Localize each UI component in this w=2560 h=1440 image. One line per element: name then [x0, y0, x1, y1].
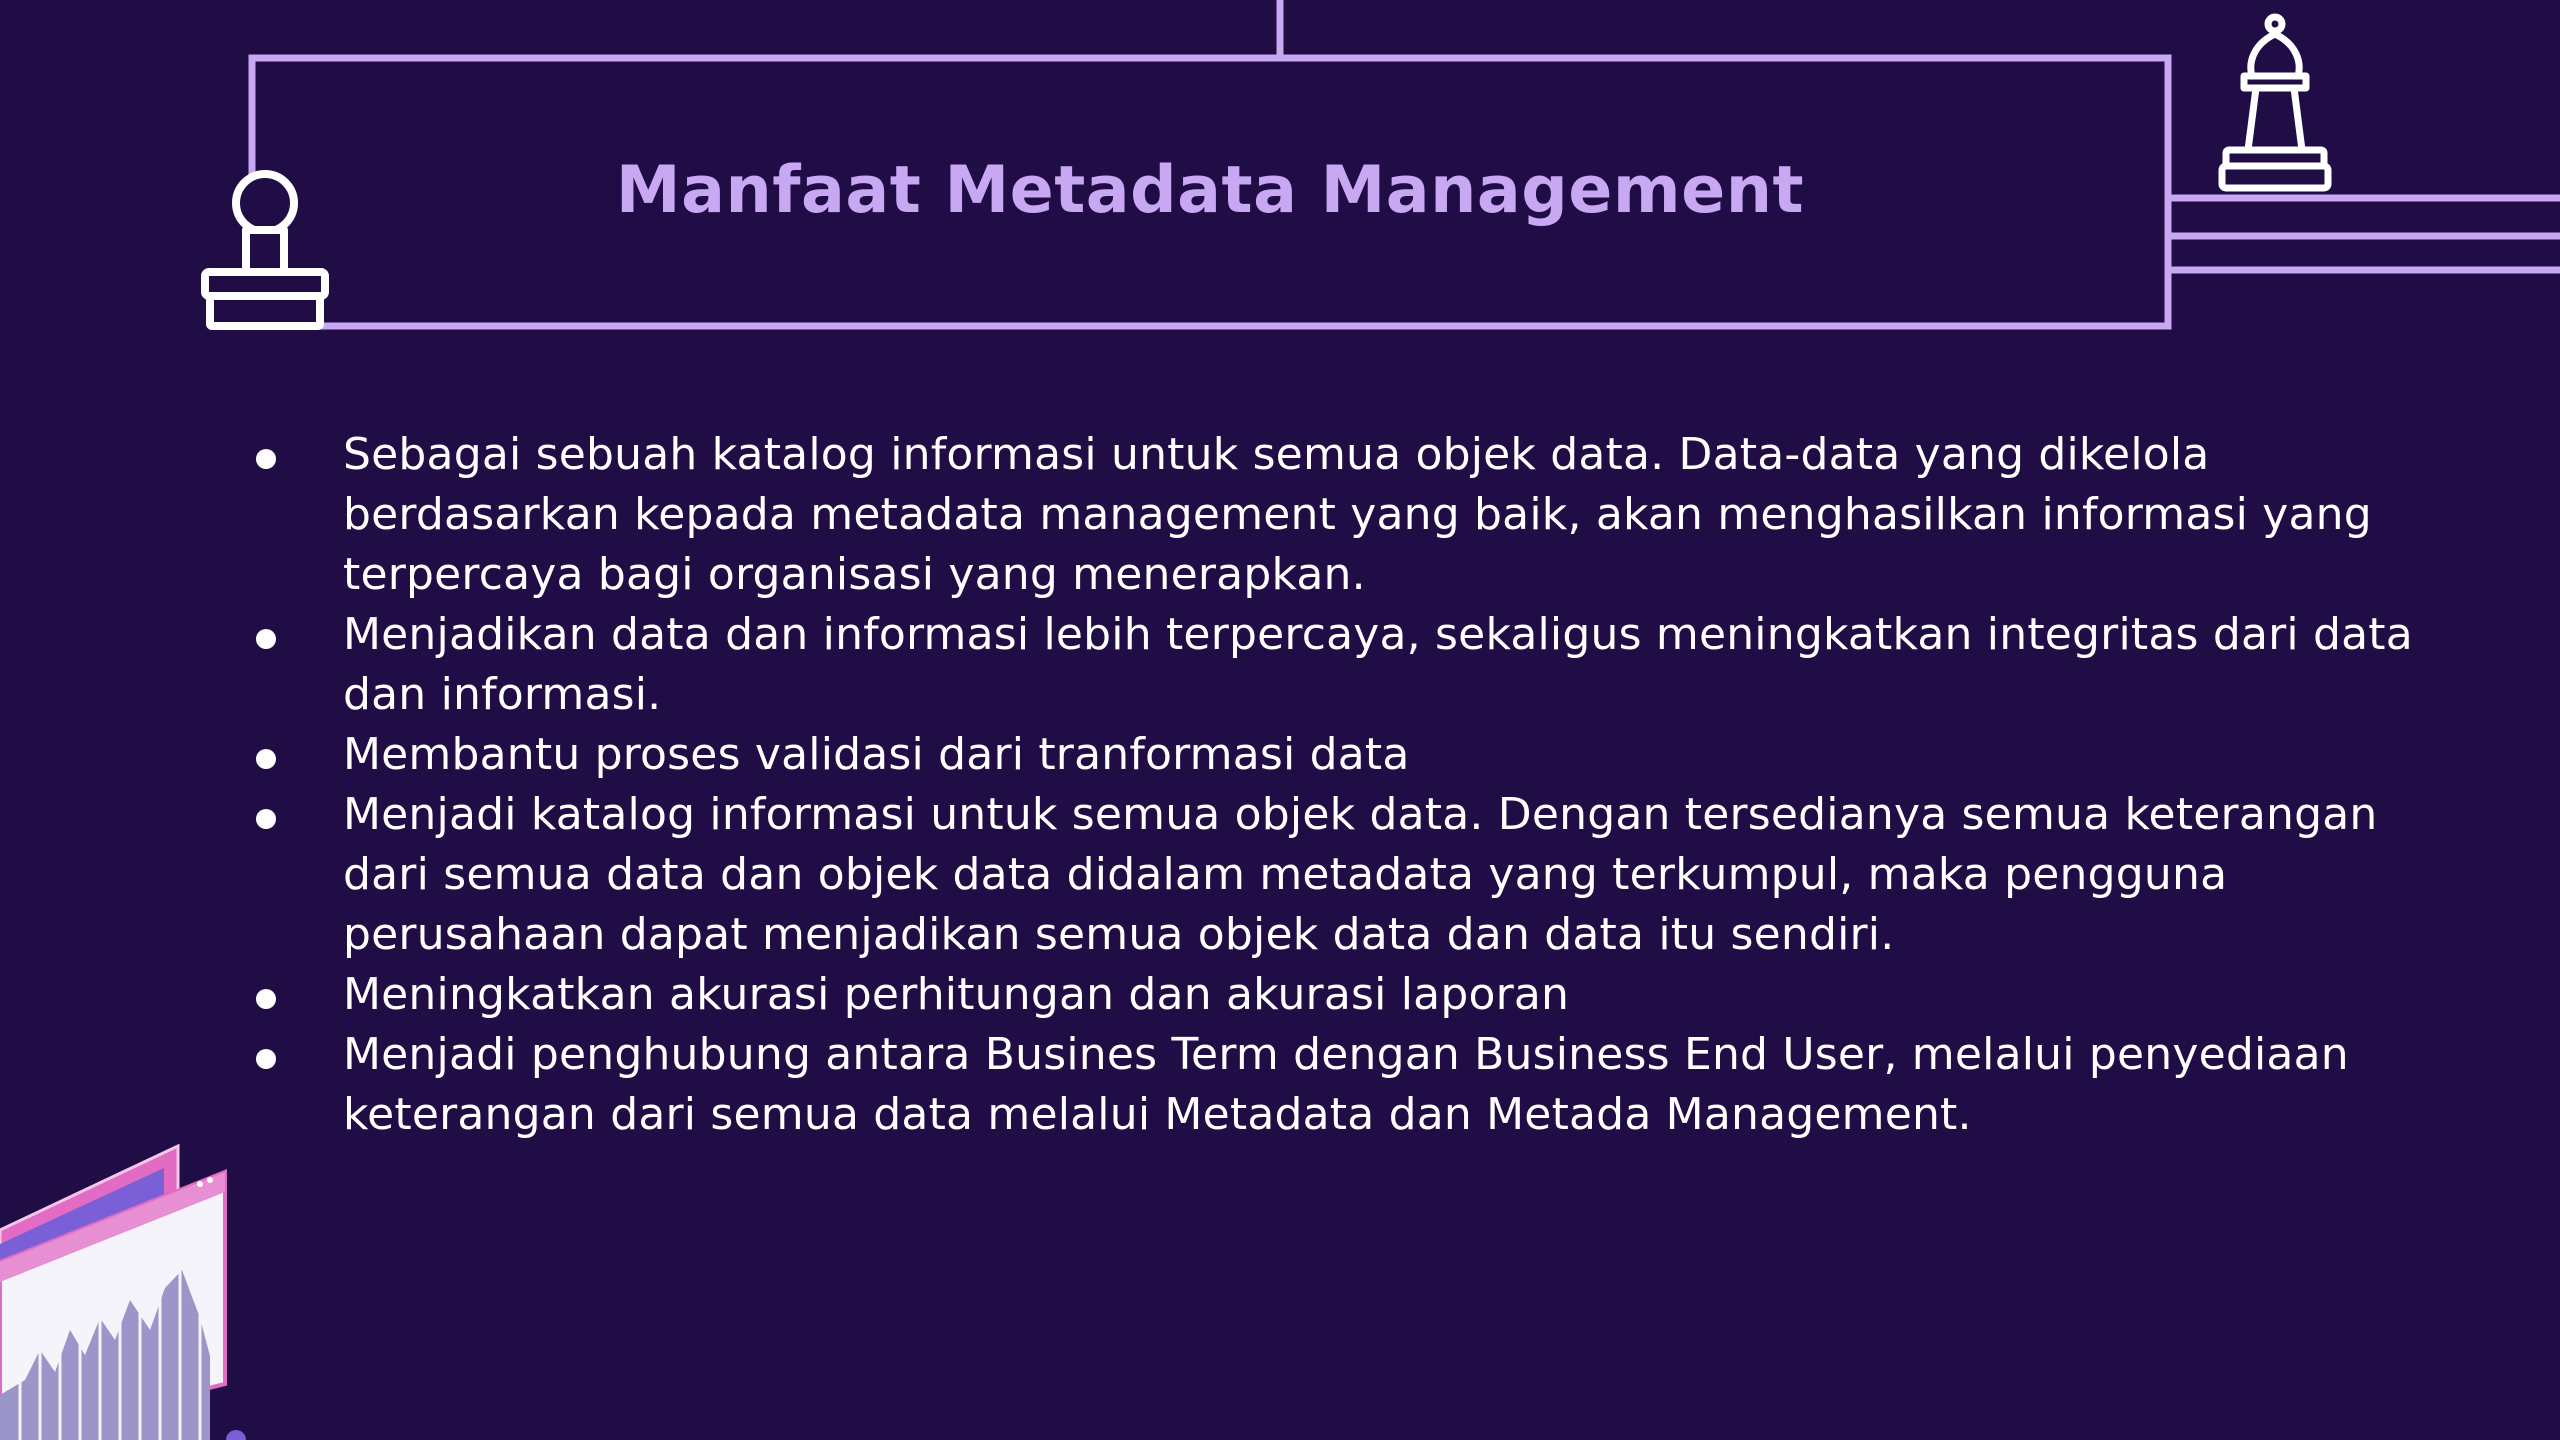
bullet-item — [250, 1025, 2420, 1145]
bullet-dot — [256, 1049, 276, 1069]
bullet-dot — [256, 629, 276, 649]
bullet-list — [250, 425, 2420, 1145]
bullet-item — [250, 725, 2420, 785]
chess-bishop-icon — [2222, 17, 2328, 188]
bullet-dot — [256, 749, 276, 769]
slide-title: Manfaat Metadata Management — [615, 152, 1805, 228]
bottom-dot — [226, 1430, 246, 1440]
bullet-text: Membantu proses validasi dari tranformasi data — [343, 729, 1410, 780]
bullet-text: Meningkatkan akurasi perhitungan dan akurasi laporan — [343, 969, 1570, 1020]
bullet-item — [250, 785, 2420, 965]
bullet-text: Menjadi penghubung antara Busines Term dengan Business End User, melalui penyediaan keterangan dari semua data melalui Metadata dan Metada Management. — [343, 1029, 2349, 1140]
bullet-dot — [256, 809, 276, 829]
chart-window-icon — [0, 1146, 225, 1440]
bullet-dot — [256, 449, 276, 469]
bullet-text: Menjadikan data dan informasi lebih terpercaya, sekaligus meningkatkan integritas dari data dan informasi. — [343, 609, 2413, 720]
bullet-item — [250, 425, 2420, 605]
bullet-text: Sebagai sebuah katalog informasi untuk semua objek data. Data-data yang dikelola berdasarkan kepada metadata management yang baik, akan menghasilkan informasi yang terpercaya bagi organisasi yang menerapkan. — [343, 429, 2372, 600]
bullet-text: Menjadi katalog informasi untuk semua objek data. Dengan tersedianya semua keterangan dari semua data dan objek data didalam metadata yang terkumpul, maka pengguna perusahaan dapat menjadikan semua objek data dan data itu sendiri. — [343, 789, 2378, 960]
bullet-item — [250, 965, 2420, 1025]
bullet-dot — [256, 989, 276, 1009]
bullet-item — [250, 605, 2420, 725]
